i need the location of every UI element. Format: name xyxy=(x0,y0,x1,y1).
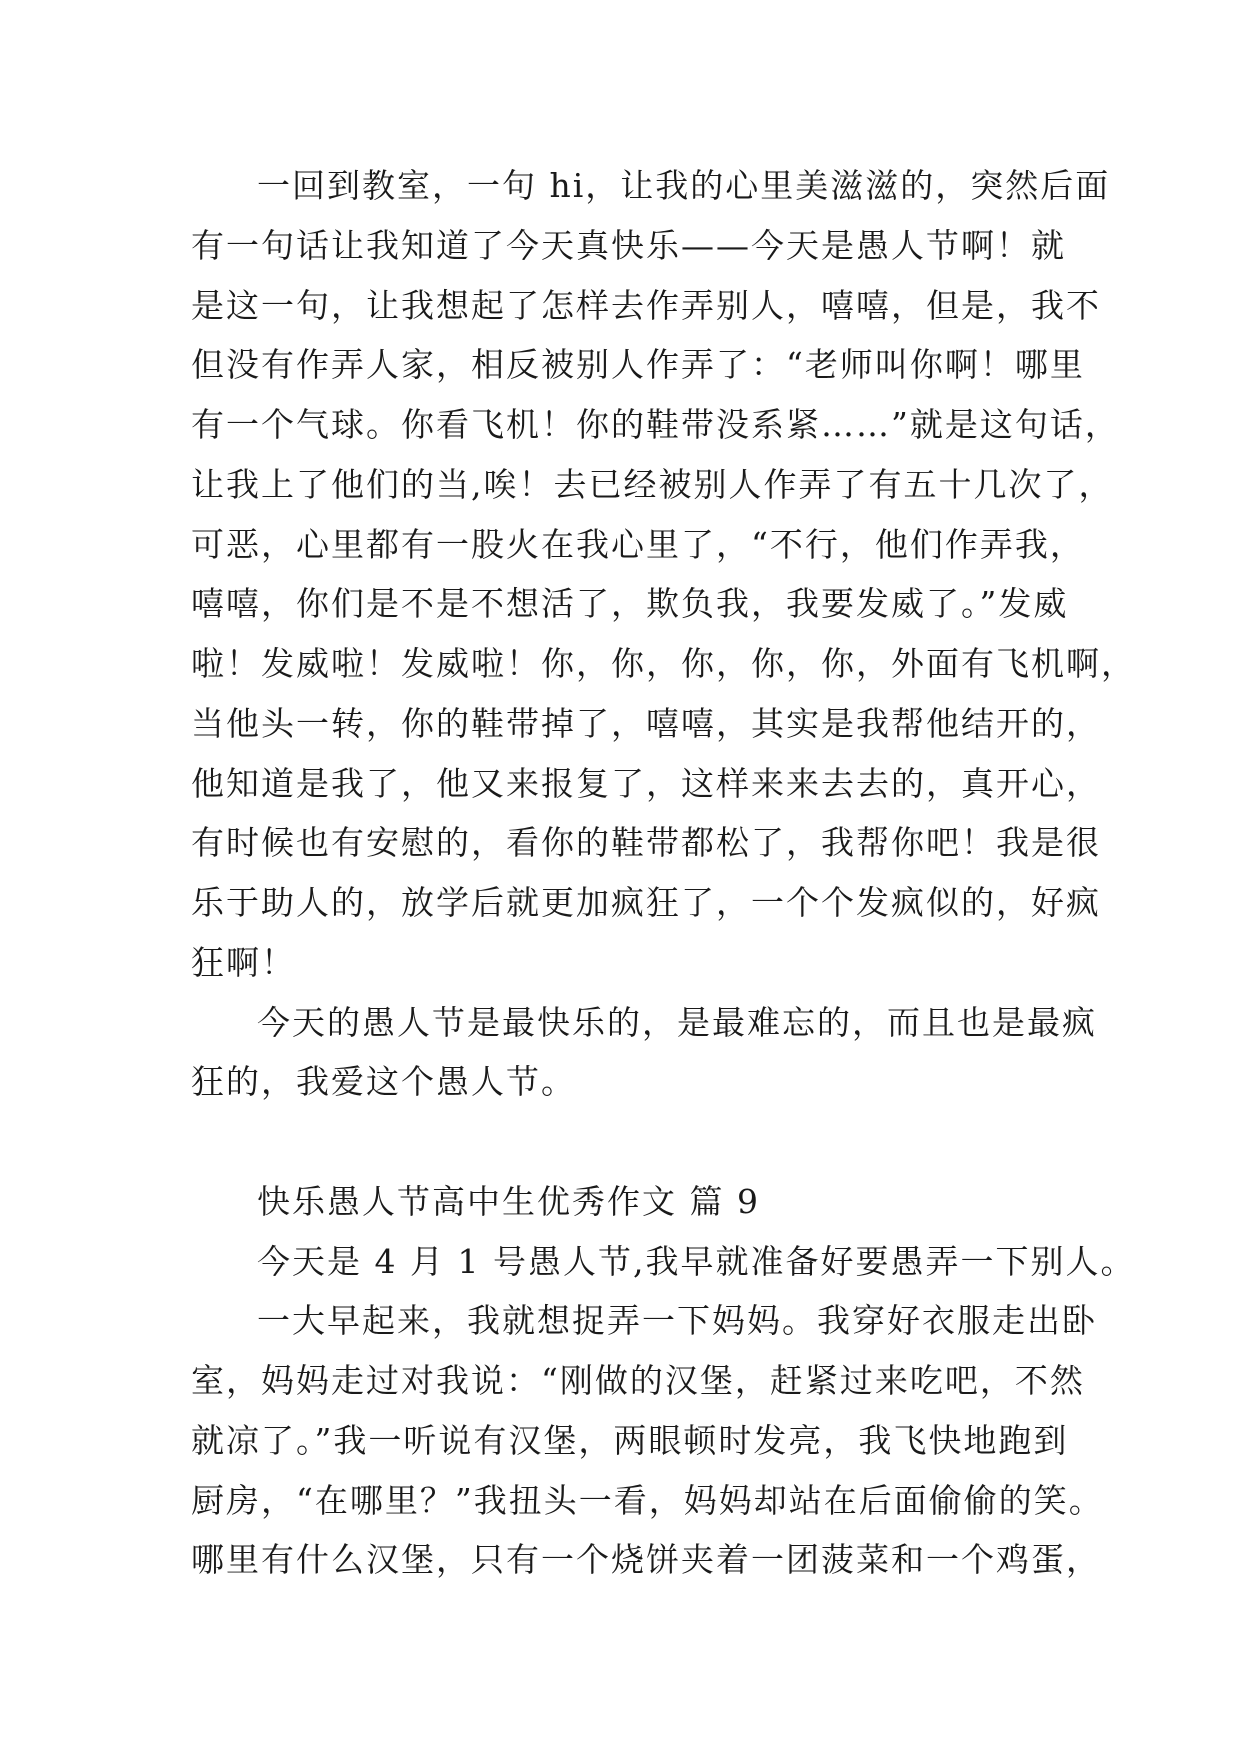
text-line: 有一句话让我知道了今天真快乐——今天是愚人节啊！就 xyxy=(191,226,1066,265)
text-line: 有一个气球。你看飞机！你的鞋带没系紧……”就是这句话， xyxy=(191,405,1120,444)
text-line: 让我上了他们的当,唉！去已经被别人作弄了有五十几次了， xyxy=(191,465,1114,504)
text-line: 狂的，我爱这个愚人节。 xyxy=(191,1062,576,1101)
text-line: 一回到教室，一句 hi，让我的心里美滋滋的，突然后面 xyxy=(257,166,1111,205)
text-line: 嘻嘻，你们是不是不想活了，欺负我，我要发威了。”发威 xyxy=(191,584,1069,623)
text-line: 是这一句，让我想起了怎样去作弄别人，嘻嘻，但是，我不 xyxy=(191,286,1101,325)
text-line: 今天是 4 月 1 号愚人节,我早就准备好要愚弄一下别人。 xyxy=(257,1242,1136,1281)
text-line: 啦！发威啦！发威啦！你，你，你，你，你，外面有飞机啊， xyxy=(191,644,1136,683)
text-line: 一大早起来，我就想捉弄一下妈妈。我穿好衣服走出卧 xyxy=(257,1301,1097,1340)
text-line: 今天的愚人节是最快乐的，是最难忘的，而且也是最疯 xyxy=(257,1003,1097,1042)
text-line: 有时候也有安慰的，看你的鞋带都松了，我帮你吧！我是很 xyxy=(191,823,1101,862)
text-line: 但没有作弄人家，相反被别人作弄了：“老师叫你啊！哪里 xyxy=(191,345,1085,384)
text-line: 狂啊！ xyxy=(191,943,296,982)
text-line: 当他头一转，你的鞋带掉了，嘻嘻，其实是我帮他结开的， xyxy=(191,704,1101,743)
text-line: 他知道是我了，他又来报复了，这样来来去去的，真开心， xyxy=(191,764,1101,803)
text-line: 就凉了。”我一听说有汉堡，两眼顿时发亮，我飞快地跑到 xyxy=(191,1421,1069,1460)
text-line: 厨房，“在哪里？”我扭头一看，妈妈却站在后面偷偷的笑。 xyxy=(191,1481,1104,1520)
text-line: 可恶，心里都有一股火在我心里了，“不行，他们作弄我， xyxy=(191,525,1085,564)
text-line: 室，妈妈走过对我说：“刚做的汉堡，赶紧过来吃吧，不然 xyxy=(191,1361,1085,1400)
section-heading: 快乐愚人节高中生优秀作文 篇 9 xyxy=(257,1182,760,1221)
text-line: 哪里有什么汉堡，只有一个烧饼夹着一团菠菜和一个鸡蛋， xyxy=(191,1540,1101,1579)
text-line: 乐于助人的，放学后就更加疯狂了，一个个发疯似的，好疯 xyxy=(191,883,1101,922)
